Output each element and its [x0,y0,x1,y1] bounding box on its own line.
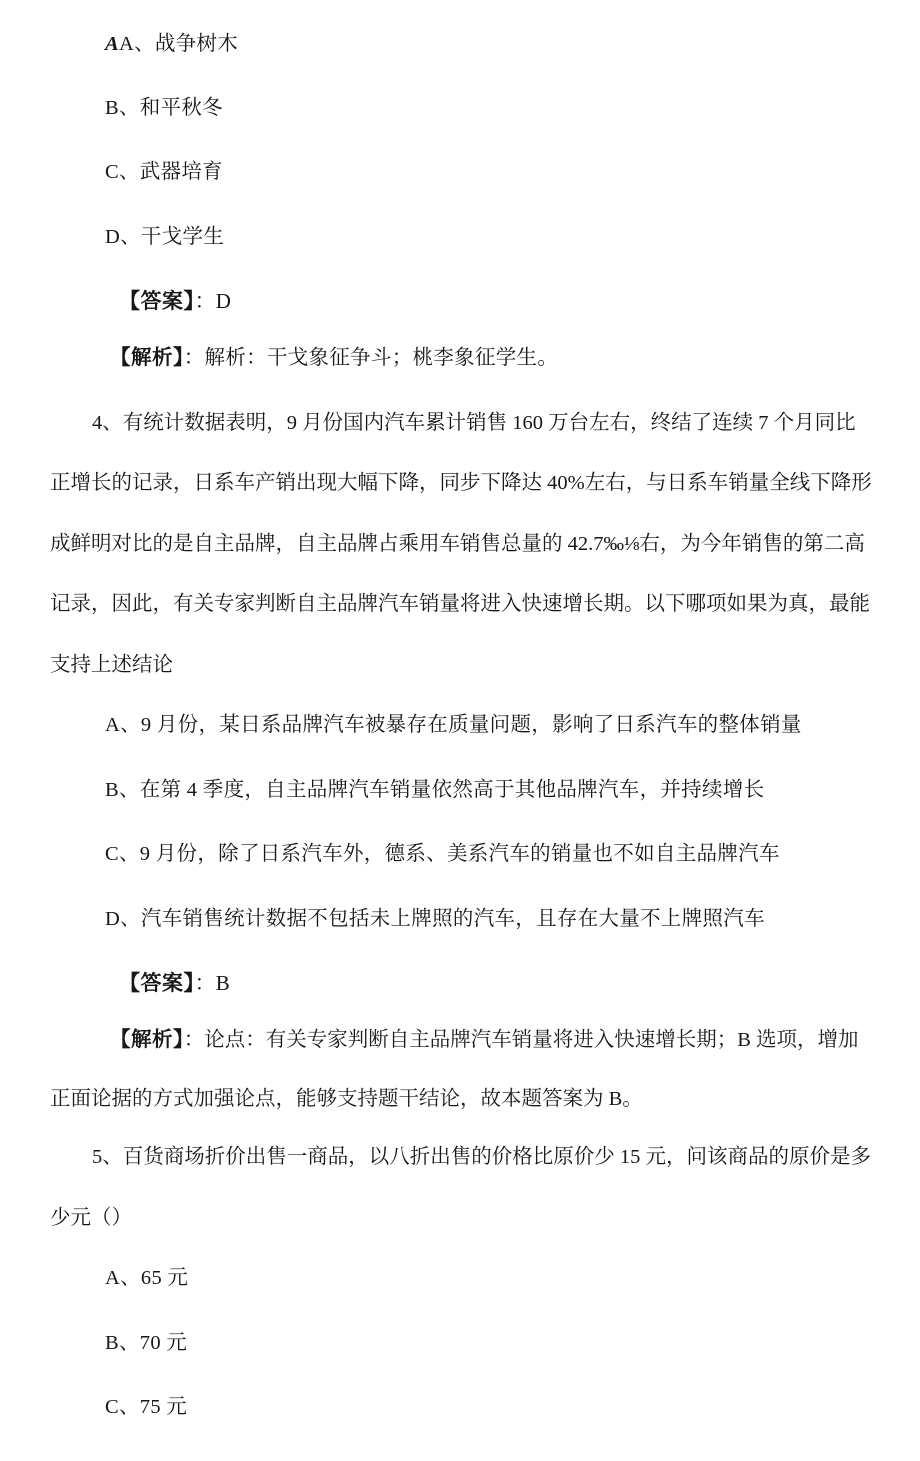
answer-tag: 【答案】 [119,971,195,995]
option-item: C、75 元 [105,1396,188,1418]
stem-line: 支持上述结论 [50,653,173,676]
option-item: C、武器培育 [105,161,223,183]
option-item [50,34,868,55]
analysis-line: 正面论据的方式加强论点，能够支持题干结论，故本题答案为 B。 [50,1087,643,1110]
answer-tag: 【答案】 [119,289,195,313]
analysis-row [50,348,868,369]
option-item: B、70 元 [105,1331,188,1354]
analysis-tag: 【解析】 [110,1029,184,1051]
answer-value: ：B [194,971,231,995]
option-item: D、干戈学生 [105,225,225,248]
question-4-stem [50,411,872,676]
analysis-line [50,1030,868,1051]
stem-line: 5、百货商场折价出售一商品，以八折出售的价格比原价少 15 元，问该商品的原价是多 [92,1146,871,1168]
option-item: B、和平秋冬 [105,96,223,119]
option-item: B、在第 4 季度，自主品牌汽车销量依然高于其他品牌汽车，并持续增长 [105,778,765,801]
answer-value: ：D [194,289,232,313]
question-5-stem [50,1146,871,1229]
answer-row [50,973,868,994]
option-item: A、9 月份，某日系品牌汽车被暴存在质量问题，影响了日系汽车的整体销量 [105,714,802,736]
stem-line: 4、有统计数据表明，9 月份国内汽车累计销售 160 万台左右，终结了连续 7 个月同比 [92,411,856,434]
option-item: A、65 元 [105,1267,189,1289]
stem-line: 少元（） [50,1206,132,1229]
option-item: C、9 月份，除了日系汽车外，德系、美系汽车的销量也不如自主品牌汽车 [105,843,780,865]
analysis-text: ：论点：有关专家判断自主品牌汽车销量将进入快速增长期；B 选项，增加 [183,1029,859,1051]
analysis-text: ：解析：干戈象征争斗；桃李象征学生。 [183,347,559,369]
option-a-label: A [105,33,119,55]
stem-line: 成鲜明对比的是自主品牌，自主品牌占乘用车销售总量的 42.7‰⅛右，为今年销售的第二高 [50,532,865,555]
stem-line: 记录，因此，有关专家判断自主品牌汽车销量将进入快速增长期。以下哪项如果为真，最能 [50,593,870,615]
answer-row [50,291,868,312]
analysis-block [50,1030,868,1109]
document-body [50,33,872,1461]
analysis-tag: 【解析】 [110,347,184,369]
option-a-text: A、战争树木 [118,33,239,55]
stem-line: 正增长的记录，日系车产销出现大幅下降，同步下降达 40%左右，与日系车销量全线下降形 [50,472,872,494]
option-item: D、汽车销售统计数据不包括未上牌照的汽车，且存在大量不上牌照汽车 [105,907,765,930]
